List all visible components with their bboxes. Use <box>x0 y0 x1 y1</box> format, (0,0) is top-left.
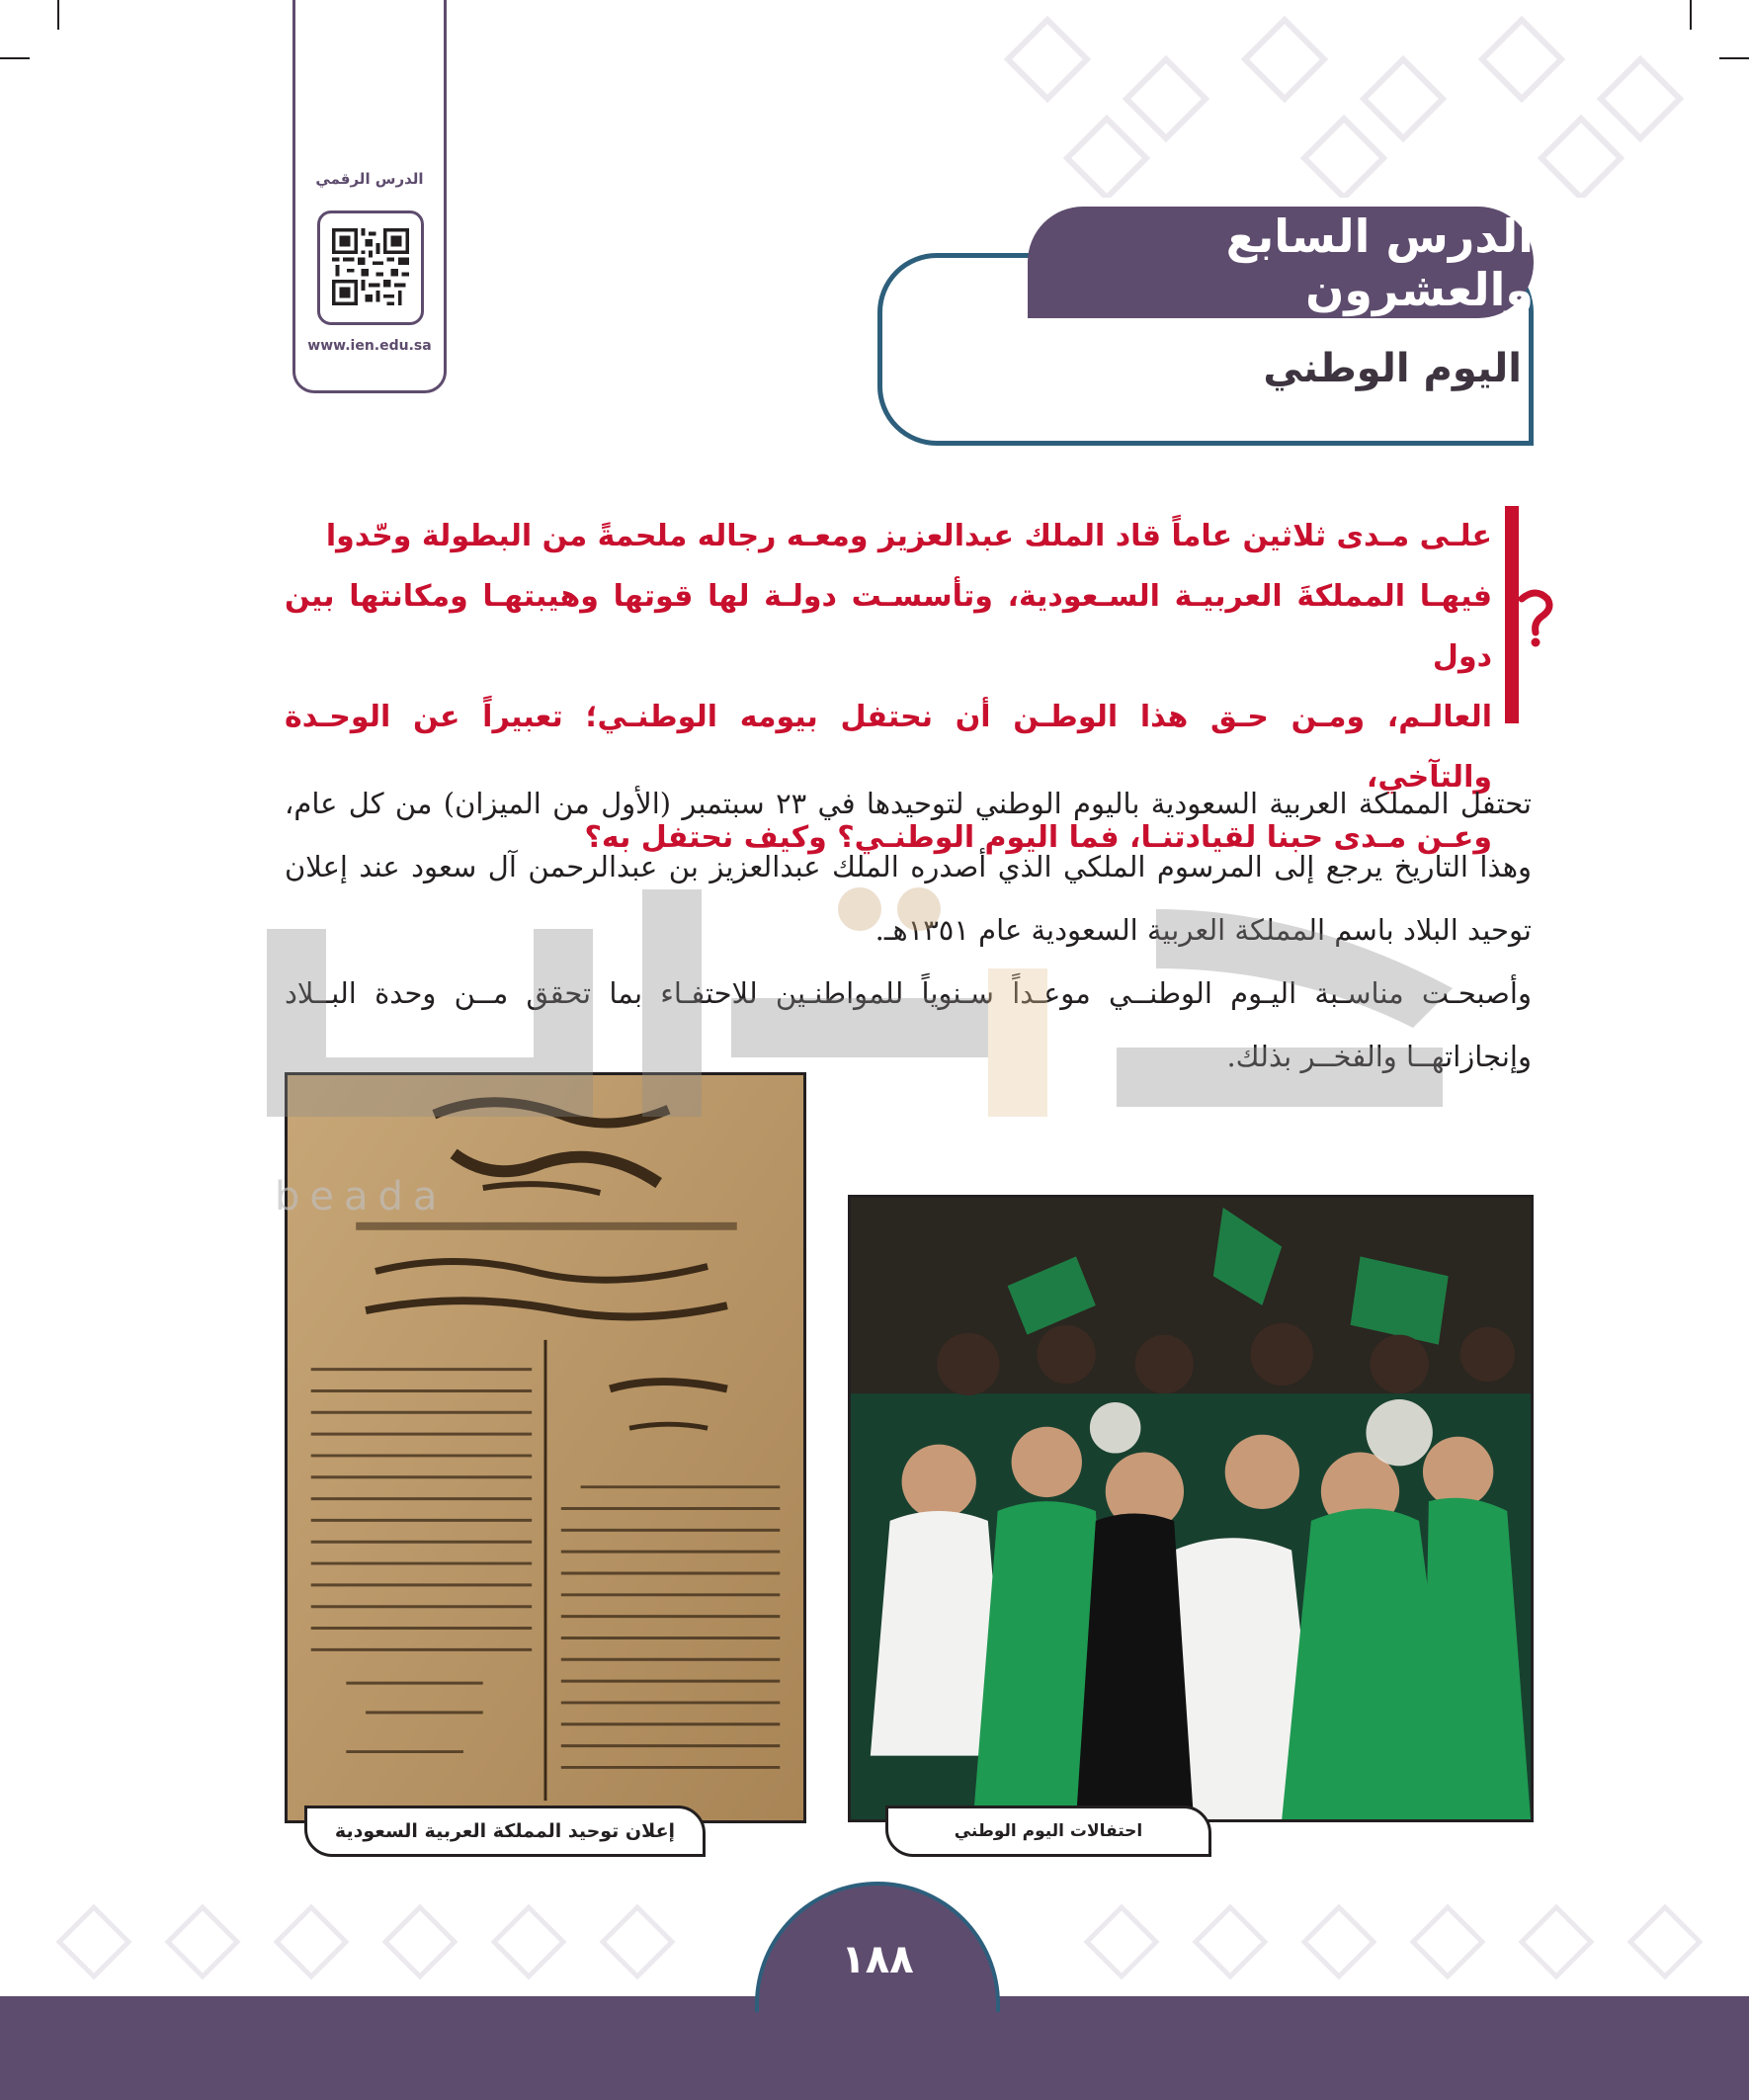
intro-line: علـى مـدى ثلاثين عاماً قاد الملك عبدالعزيز ومعـه رجاله ملحمةً من البطولة وحّدوا <box>325 519 1492 553</box>
celebration-illustration <box>851 1198 1531 1819</box>
qr-code-icon <box>332 227 409 306</box>
page-number: ١٨٨ <box>841 1937 914 1982</box>
intro-line: وعـن مـدى حبنا لقيادتنـا، فما اليوم الوطنـي؟ وكيف نحتفل به؟ <box>584 820 1492 855</box>
qr-code[interactable] <box>317 210 424 325</box>
newspaper-caption: إعلان توحيد المملكة العربية السعودية <box>304 1806 706 1857</box>
digital-lesson-label: الدرس الرقمي <box>315 170 424 188</box>
intro-accent-bar <box>1505 506 1519 723</box>
lesson-number: الدرس السابع والعشرون <box>1225 209 1534 316</box>
photo-caption: احتفالات اليوم الوطني <box>885 1806 1211 1857</box>
intro-line: العالـم، ومـن حـق هذا الوطـن أن نحتفل بيومه الوطنـي؛ تعبيراً عن الوحـدة والتآخي، <box>285 700 1492 795</box>
crop-mark <box>57 0 59 30</box>
watermark-tag: beada <box>275 1174 448 1219</box>
celebration-photo <box>848 1195 1534 1822</box>
lesson-number-banner <box>1028 207 1534 318</box>
body-paragraph: وأصبحـت مناسـبة اليـوم الوطنــي موعـداً سـنوياً للمواطنـين للاحتفـاء بما تحقق مــن وحدة البــلاد وإنجازاتهــا والفخــر بذلك. <box>285 976 1532 1073</box>
top-pattern <box>968 0 1749 198</box>
lesson-body <box>285 772 1532 1088</box>
question-mark-icon <box>1518 585 1553 648</box>
digital-lesson-url[interactable]: www.ien.edu.sa <box>307 338 432 354</box>
body-paragraph: تحتفل المملكة العربية السعودية باليوم الوطني لتوحيدها في ٢٣ سبتمبر (الأول من الميزان) من كل عام، وهذا التاريخ يرجع إلى المرسوم الملكي الذي أصدره الملك عبدالعزيز بن عبدالرحمن آل سعود عند إعلان توحيد البلاد باسم المملكة العربية السعودية عام ١٣٥١هـ. <box>285 787 1532 947</box>
digital-lesson-tab <box>292 0 447 393</box>
intro-line: فيهـا المملكةَ العربيـة السـعودية، وتأسسـت دولـة لها قوتها وهيبتهـا ومكانتها بين دول <box>285 579 1492 674</box>
lesson-title: اليوم الوطني <box>1263 346 1522 391</box>
crop-mark <box>0 57 30 59</box>
